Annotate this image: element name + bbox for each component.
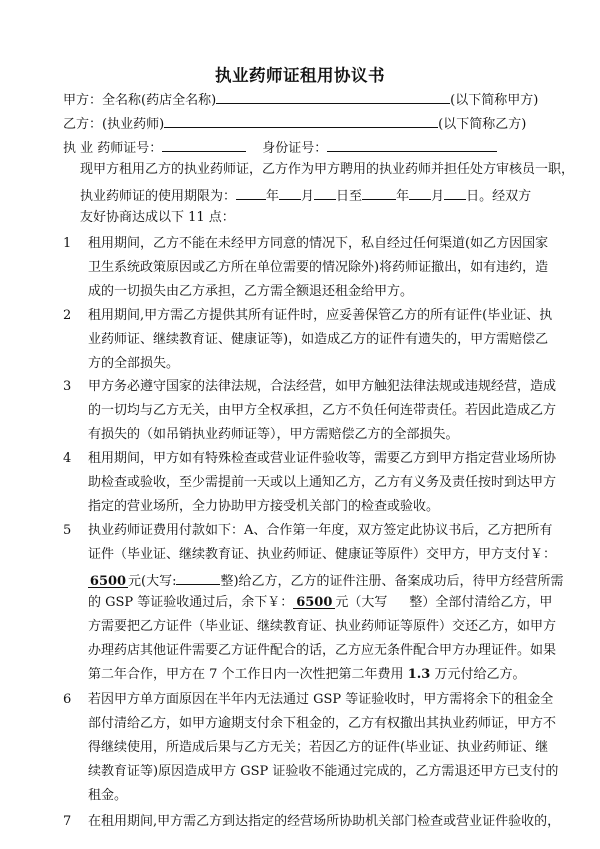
- clause-2-line: 租用期间,甲方需乙方提供其所有证件时，应妥善保管乙方的所有证件(毕业证、执: [88, 308, 553, 323]
- clause-4-line: 助检查或验收，至少需提前一天或以上通知乙方，乙方有义务及责任按时到达甲方: [88, 475, 557, 490]
- clause-6-line: 若因甲方单方面原因在半年内无法通过 GSP 等证验收时，甲方需将余下的租金全: [88, 692, 554, 707]
- party-b-label: 乙方：(执业药师): [63, 117, 165, 132]
- party-a-suffix: (以下简称甲方): [450, 93, 539, 108]
- clause-6-line: 部付清给乙方，如甲方逾期支付余下租金的，乙方有权撤出其执业药师证，甲方不: [88, 716, 557, 731]
- party-b-suffix: (以下简称乙方): [438, 117, 527, 132]
- clause-6-number: 6: [63, 692, 72, 707]
- end-year-blank[interactable]: [362, 184, 396, 200]
- end-month-blank[interactable]: [409, 184, 431, 200]
- cert-number-blank[interactable]: [162, 136, 246, 152]
- clause-5-line: 证件（毕业证、继续教育证、执业药师证、健康证等原件）交甲方，甲方支付￥：: [88, 547, 557, 562]
- intro-line-2: 执业药师证的使用期限为： 年 月 日至 年 月 日。经双方: [80, 184, 531, 207]
- clause-4-line: 指定的营业场所，全力协助甲方接受机关部门的检查或验收。: [88, 499, 440, 514]
- clause-1-line: 卫生系统政策原因或乙方所在单位需要的情况除外)将药师证撤出，如有违约，造: [88, 260, 549, 275]
- party-b-name-blank[interactable]: [164, 112, 438, 128]
- start-day-blank[interactable]: [314, 184, 336, 200]
- clause-3-line: 甲方务必遵守国家的法律法规，合法经营，如甲方触犯法律法规或违规经营，造成: [88, 379, 557, 394]
- clause-3-line: 的一切均与乙方无关，由甲方全权承担，乙方不负任何连带责任。若因此造成乙方: [88, 403, 557, 418]
- clause-1-line: 租用期间，乙方不能在未经甲方同意的情况下，私自经过任何渠道(如乙方因国家: [88, 236, 549, 251]
- clause-2-line: 业药师证、继续教育证、健康证等)，如造成乙方的证件有遗失的，甲方需赔偿乙: [88, 332, 549, 347]
- clause-5-line-amount: 6500 元(大写: 整)给乙方，乙方的证件注册、备案成功后，待甲方经营所需: [88, 569, 564, 592]
- clause-1-number: 1: [63, 236, 72, 251]
- clause-6-line: 续教育证等)原因造成甲方 GSP 证验收不能通过完成的，乙方需退还甲方已支付的: [88, 764, 559, 779]
- first-payment-amount[interactable]: 6500: [89, 574, 127, 589]
- clause-5-line-second-year: 第二年合作，甲方在 7 个工作日内一次性把第二年费用 1.3 万元付给乙方。: [88, 667, 526, 682]
- cert-row: [63, 136, 497, 159]
- clause-7-line: 在租用期间,甲方需乙方到达指定的经营场所协助机关部门检查或营业证件验收的，: [88, 814, 561, 829]
- start-year-blank[interactable]: [236, 184, 266, 200]
- clause-4-line: 租用期间，甲方如有特殊检查或营业证件验收等，需要乙方到甲方指定营业场所协: [88, 451, 557, 466]
- end-day-blank[interactable]: [444, 184, 466, 200]
- clause-5-line: 办理药店其他证件需要乙方证件配合的话，乙方应无条件配合甲方办理证件。如果: [88, 643, 557, 658]
- clause-7-number: 7: [63, 814, 72, 829]
- clause-5-line: 方需要把乙方证件（毕业证、继续教育证、执业药师证等原件）交还乙方，如甲方: [88, 619, 557, 634]
- clause-2-line: 方的全部损失。: [88, 356, 180, 371]
- start-month-blank[interactable]: [279, 184, 301, 200]
- clause-4-number: 4: [63, 451, 72, 466]
- clause-1-line: 成的一切损失由乙方承担，乙方需全额退还租金给甲方。: [88, 284, 414, 299]
- first-payment-daxie-blank[interactable]: [176, 569, 220, 585]
- clause-5-line-balance: 的 GSP 等证验收通过后，余下￥： 6500 元（大写 整）全部付清给乙方，甲: [88, 595, 553, 610]
- intro-line-3: 友好协商达成以下 11 点：: [80, 210, 235, 225]
- clause-5-line: 执业药师证费用付款如下：A、合作第一年度，双方签定此协议书后，乙方把所有: [88, 523, 553, 538]
- clause-3-number: 3: [63, 379, 72, 394]
- clause-2-number: 2: [63, 308, 72, 323]
- clause-6-line: 租金。: [88, 788, 128, 803]
- party-a-name-blank[interactable]: [216, 88, 450, 104]
- clause-5-number: 5: [63, 523, 72, 538]
- id-number-blank[interactable]: [327, 136, 497, 152]
- party-a-line: [63, 88, 538, 111]
- cert-number-label: 执 业 药师证号：: [63, 141, 163, 156]
- id-number-label: 身份证号：: [262, 141, 328, 156]
- intro-line-1: 现甲方租用乙方的执业药师证，乙方作为甲方聘用的执业药师并担任处方审核员一职，: [80, 162, 575, 177]
- clause-6-line: 得继续使用，所造成后果与乙方无关；若因乙方的证件(毕业证、执业药师证、继: [88, 740, 549, 755]
- balance-payment-amount[interactable]: 6500: [293, 593, 335, 609]
- party-b-line: [63, 112, 526, 135]
- document-title: 执业药师证租用协议书: [215, 66, 385, 85]
- clause-3-line: 有损失的（如吊销执业药师证等），甲方需赔偿乙方的全部损失。: [88, 427, 459, 442]
- party-a-label: 甲方：全名称(药店全名称): [63, 93, 217, 108]
- second-year-amount: 1.3: [407, 667, 431, 682]
